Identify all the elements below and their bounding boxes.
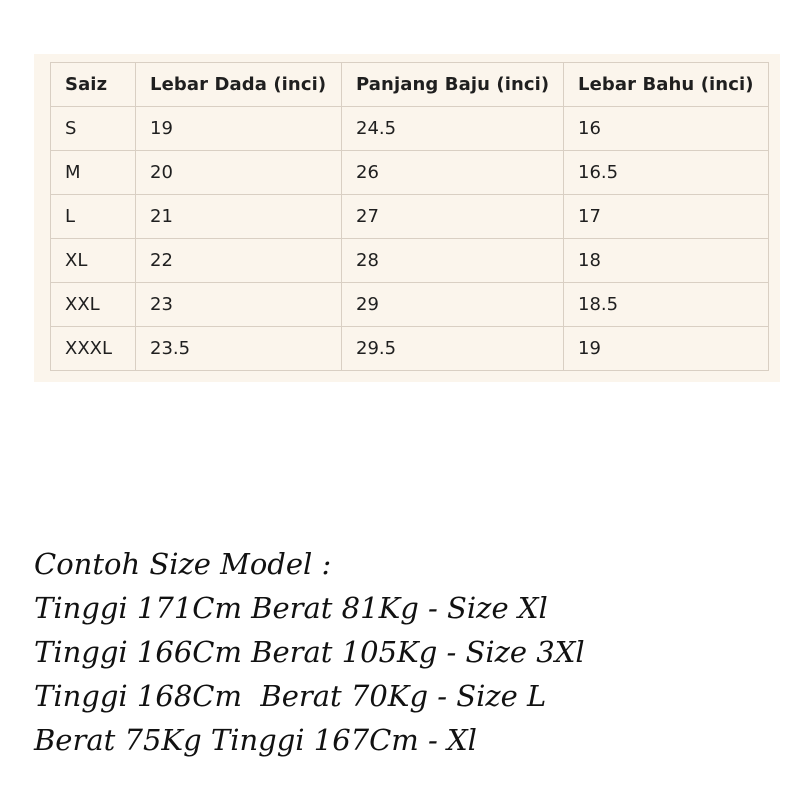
cell-shoulder-width: 18 [564,239,769,283]
cell-shirt-length: 29.5 [342,327,564,371]
model-note-line: Berat 75Kg Tinggi 167Cm - Xl [34,723,477,757]
model-notes-heading: Contoh Size Model : [34,547,332,581]
cell-chest-width: 23.5 [136,327,342,371]
model-note-line: Tinggi 171Cm Berat 81Kg - Size Xl [34,591,548,625]
size-chart-table [50,62,769,371]
cell-shirt-length: 26 [342,151,564,195]
cell-shoulder-width: 18.5 [564,283,769,327]
table-row [51,283,769,327]
table-row [51,195,769,239]
table-row [51,151,769,195]
cell-shirt-length: 27 [342,195,564,239]
cell-chest-width: 20 [136,151,342,195]
table-header-row [51,63,769,107]
cell-size: M [51,151,136,195]
cell-shoulder-width: 19 [564,327,769,371]
header-chest-width: Lebar Dada (inci) [136,63,342,107]
cell-shoulder-width: 16.5 [564,151,769,195]
cell-shirt-length: 29 [342,283,564,327]
cell-size: S [51,107,136,151]
cell-size: L [51,195,136,239]
cell-chest-width: 21 [136,195,342,239]
cell-shirt-length: 24.5 [342,107,564,151]
cell-size: XXXL [51,327,136,371]
cell-size: XL [51,239,136,283]
table-row [51,327,769,371]
cell-shoulder-width: 17 [564,195,769,239]
cell-size: XXL [51,283,136,327]
table-row [51,239,769,283]
header-size: Saiz [51,63,136,107]
model-size-notes [34,542,774,762]
cell-chest-width: 23 [136,283,342,327]
cell-shoulder-width: 16 [564,107,769,151]
cell-shirt-length: 28 [342,239,564,283]
cell-chest-width: 22 [136,239,342,283]
model-note-line: Tinggi 168Cm Berat 70Kg - Size L [34,679,547,713]
size-chart-panel [34,54,780,382]
table-row [51,107,769,151]
header-shoulder-width: Lebar Bahu (inci) [564,63,769,107]
header-shirt-length: Panjang Baju (inci) [342,63,564,107]
model-note-line: Tinggi 166Cm Berat 105Kg - Size 3Xl [34,635,585,669]
cell-chest-width: 19 [136,107,342,151]
